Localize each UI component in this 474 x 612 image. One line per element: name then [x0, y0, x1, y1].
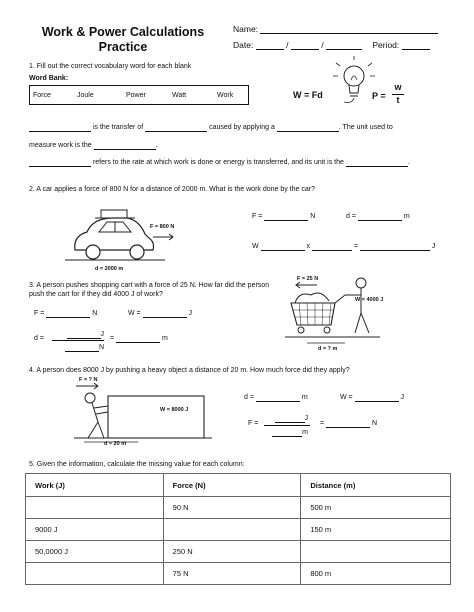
name-field[interactable] — [260, 26, 438, 34]
eq-label: W = — [128, 310, 141, 317]
unit-label: m — [301, 394, 308, 401]
table-cell[interactable] — [163, 519, 301, 541]
table-cell: 250 N — [163, 541, 301, 563]
table-row — [26, 519, 451, 541]
table-row — [26, 541, 451, 563]
word-bank-word: Power — [126, 92, 146, 99]
cart-work-label: W = 4000 J — [355, 297, 384, 303]
fraction-bar — [52, 340, 104, 341]
answer-field[interactable] — [272, 429, 302, 437]
unit-label: m — [302, 429, 308, 436]
q2-force-row — [252, 212, 315, 221]
date-row — [233, 40, 430, 50]
table-header-row — [26, 474, 451, 497]
column-header: Force (N) — [163, 474, 301, 497]
q4-prompt: 4. A person does 8000 J by pushing a heavy object a distance of 20 m. How much force did they apply? — [29, 367, 350, 374]
table-cell: 800 m — [301, 563, 451, 585]
answer-field[interactable] — [143, 310, 187, 318]
date-month-field[interactable] — [256, 42, 284, 50]
answer-field[interactable] — [264, 213, 308, 221]
name-label: Name: — [233, 24, 259, 34]
table-cell[interactable] — [26, 563, 164, 585]
q3-work-row — [128, 309, 192, 318]
power-formula-lhs: P = — [372, 91, 386, 101]
eq-label: F = — [34, 310, 45, 317]
q3-fraction-numerator — [52, 330, 104, 339]
page-title — [28, 25, 218, 55]
sentence-text: . — [155, 142, 158, 149]
title-line-2: Practice — [98, 40, 148, 54]
answer-field[interactable] — [275, 415, 305, 423]
fraction-bar — [264, 425, 310, 426]
unit-label: J — [304, 415, 308, 422]
date-year-field[interactable] — [326, 42, 362, 50]
column-header: Distance (m) — [301, 474, 451, 497]
q2-work-row — [252, 242, 435, 251]
answer-field[interactable] — [65, 344, 99, 352]
pushing-box-illustration — [74, 376, 214, 452]
table-cell[interactable] — [26, 497, 164, 519]
power-formula-denominator: t — [396, 95, 400, 105]
blank-field[interactable] — [94, 142, 156, 150]
q3-result-row — [110, 334, 168, 343]
operator: = — [353, 243, 359, 250]
unit-label: J — [431, 243, 436, 250]
q3-prompt-line: 3. A person pushes shopping cart with a force of 25 N. How far did the person — [29, 282, 270, 289]
word-bank-word: Force — [33, 92, 51, 99]
unit-label: N — [372, 420, 378, 427]
q4-fraction-denominator — [264, 428, 308, 437]
operator: x — [306, 243, 311, 250]
word-bank-word: Work — [217, 92, 234, 99]
word-bank-label: Word Bank: — [29, 75, 69, 82]
eq-label: d = — [244, 394, 254, 401]
answer-field[interactable] — [116, 335, 160, 343]
eq-label: W — [252, 243, 259, 250]
sentence-text: refers to the rate at which work is done or energy is transferred, and its unit is the — [92, 159, 344, 166]
q4-fraction-numerator — [264, 414, 308, 423]
answer-field[interactable] — [261, 243, 305, 251]
operator: = — [320, 420, 325, 427]
word-bank-word: Joule — [77, 92, 94, 99]
q4-distance-row — [244, 393, 308, 402]
column-header: Work (J) — [26, 474, 164, 497]
eq-label: d = — [346, 213, 356, 220]
blank-field[interactable] — [346, 159, 408, 167]
answer-field[interactable] — [312, 243, 352, 251]
q3-prompt — [29, 281, 269, 299]
box-force-label: F = ? N — [79, 377, 98, 383]
table-row — [26, 563, 451, 585]
q3-distance-label: d = — [34, 335, 44, 342]
date-day-field[interactable] — [291, 42, 319, 50]
shopping-cart-illustration — [285, 275, 385, 355]
unit-label: J — [400, 394, 405, 401]
answer-field[interactable] — [360, 243, 430, 251]
cart-force-label: F = 25 N — [297, 276, 319, 282]
q2-distance-row — [346, 212, 410, 221]
blank-field[interactable] — [277, 124, 339, 132]
sentence-text: measure work is the — [29, 142, 92, 149]
cart-distance-label: d = ? m — [318, 346, 338, 352]
operator: = — [110, 335, 115, 342]
box-work-label: W = 8000 J — [160, 407, 189, 413]
q3-force-row — [34, 309, 97, 318]
word-bank-box — [29, 85, 249, 105]
q1-sentence-1 — [29, 123, 393, 132]
answer-field[interactable] — [256, 394, 300, 402]
work-formula: W = Fd — [293, 90, 323, 100]
period-field[interactable] — [402, 42, 430, 50]
word-bank-word: Watt — [172, 92, 187, 99]
unit-label: N — [310, 213, 316, 220]
answer-field[interactable] — [355, 394, 399, 402]
answer-field[interactable] — [358, 213, 402, 221]
eq-label: F = — [252, 213, 263, 220]
car-force-label: F = 800 N — [150, 224, 175, 230]
table-cell: 50,0000 J — [26, 541, 164, 563]
answer-field[interactable] — [67, 331, 101, 339]
period-label: Period: — [372, 40, 400, 50]
unit-label: N — [92, 310, 98, 317]
sentence-text: . — [407, 159, 410, 166]
table-cell[interactable] — [301, 541, 451, 563]
table-cell: 150 m — [301, 519, 451, 541]
sentence-text: caused by applying a — [209, 124, 275, 131]
blank-field[interactable] — [29, 159, 91, 167]
unit-label: m — [403, 213, 410, 220]
date-label: Date: — [233, 40, 254, 50]
unit-label: N — [98, 344, 104, 351]
unit-label: J — [188, 310, 193, 317]
power-formula-numerator: w — [394, 82, 402, 92]
title-line-1: Work & Power Calculations — [41, 25, 205, 39]
sentence-text: is the transfer of — [92, 124, 144, 131]
q3-fraction-denominator — [52, 343, 104, 352]
sentence-text: . The unit used to — [338, 124, 393, 131]
answer-field[interactable] — [46, 310, 90, 318]
date-separator: / — [286, 40, 289, 50]
car-distance-label: d = 2000 m — [95, 266, 124, 272]
table-cell: 9000 J — [26, 519, 164, 541]
answer-field[interactable] — [326, 420, 370, 428]
q1-sentence-3 — [29, 158, 410, 167]
blank-field[interactable] — [145, 124, 207, 132]
box-distance-label: d = 20 m — [104, 441, 127, 447]
q1-instruction: 1. Fill out the correct vocabulary word for each blank — [29, 63, 192, 70]
unit-label: J — [100, 331, 104, 338]
car-illustration — [65, 198, 175, 268]
unit-label: m — [162, 335, 168, 342]
q4-result-row — [320, 419, 377, 428]
eq-label: W = — [340, 394, 353, 401]
blank-field[interactable] — [29, 124, 91, 132]
date-separator: / — [321, 40, 324, 50]
q3-prompt-line: push the cart for if they did 4000 J of work? — [29, 291, 163, 298]
table-row — [26, 497, 451, 519]
q4-work-row — [340, 393, 404, 402]
table-cell: 500 m — [301, 497, 451, 519]
table-cell: 75 N — [163, 563, 301, 585]
missing-values-table — [25, 473, 451, 585]
q2-prompt: 2. A car applies a force of 800 N for a distance of 2000 m. What is the work done by the car? — [29, 186, 315, 193]
table-cell: 90 N — [163, 497, 301, 519]
name-row — [233, 24, 438, 34]
q1-sentence-2 — [29, 141, 158, 150]
q4-force-label: F = — [248, 420, 259, 427]
q5-prompt: 5. Given the information, calculate the missing value for each column: — [29, 461, 245, 468]
